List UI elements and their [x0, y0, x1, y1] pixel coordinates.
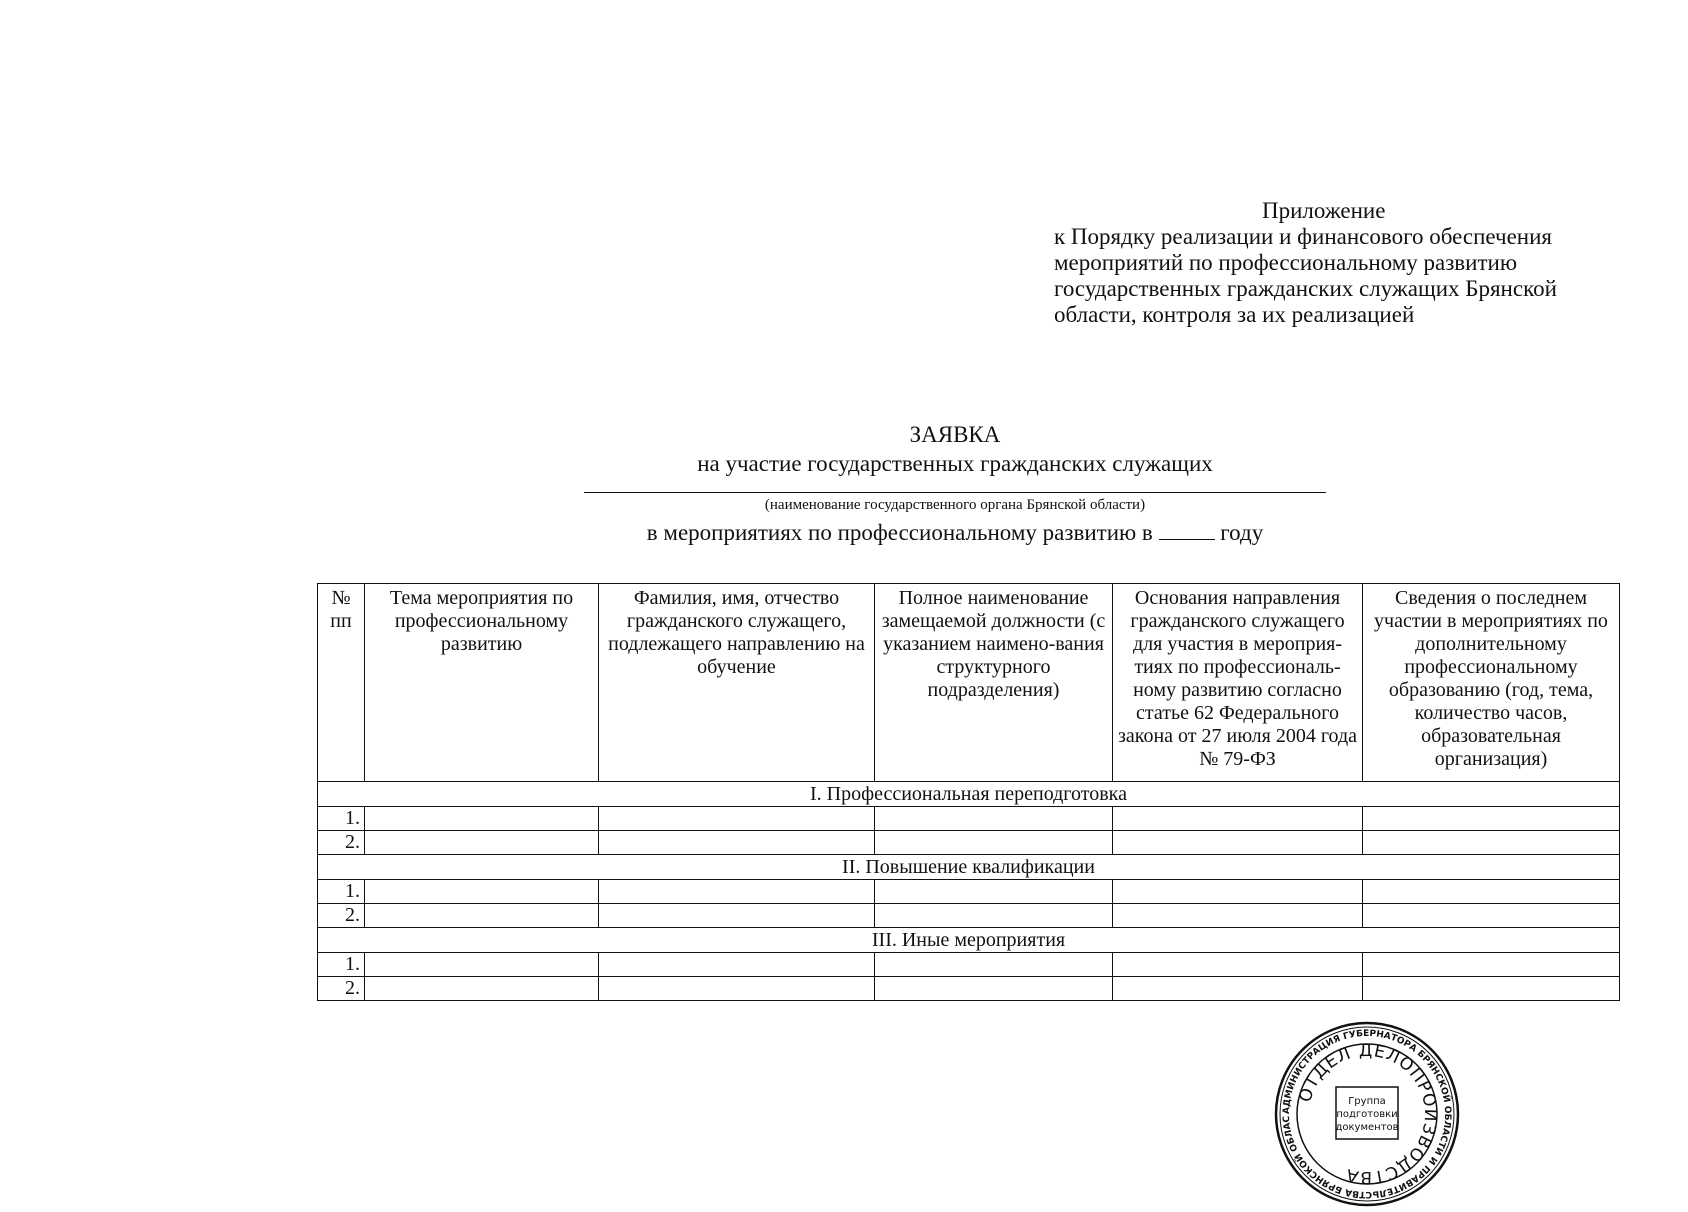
header-full-name: Фамилия, имя, отчество гражданского служащего, подлежащего направлению на обучение	[599, 584, 875, 782]
organ-name-caption: (наименование государственного органа Брянской области)	[764, 497, 1146, 513]
cell-last-participation[interactable]	[1363, 831, 1620, 855]
stamp-center-line: документов	[1335, 1122, 1399, 1133]
header-number: № пп	[318, 584, 365, 782]
cell-last-participation[interactable]	[1363, 953, 1620, 977]
cell-position[interactable]	[875, 807, 1113, 831]
appendix-heading: Приложение	[1262, 198, 1386, 223]
year-line-suffix: году	[1220, 520, 1264, 545]
document-title-block	[560, 420, 1350, 547]
section-row	[318, 855, 1620, 880]
row-number: 2.	[318, 977, 365, 1001]
cell-topic[interactable]	[365, 880, 599, 904]
row-number: 1.	[318, 953, 365, 977]
year-line	[560, 519, 1350, 547]
stamp-outer-text: АДМИНИСТРАЦИЯ ГУБЕРНАТОРА БРЯНСКОЙ ОБЛАСТИ И ПРАВИТЕЛЬСТВА БРЯНСКОЙ ОБЛАС	[1281, 1028, 1453, 1200]
cell-topic[interactable]	[365, 953, 599, 977]
stamp-center-line: подготовки	[1336, 1109, 1398, 1120]
cell-position[interactable]	[875, 880, 1113, 904]
appendix-line: мероприятий по профессиональному развитию	[1054, 250, 1518, 275]
appendix-line: области, контроля за их реализацией	[1054, 302, 1415, 327]
cell-full-name[interactable]	[599, 953, 875, 977]
cell-full-name[interactable]	[599, 807, 875, 831]
cell-last-participation[interactable]	[1363, 904, 1620, 928]
appendix-line: к Порядку реализации и финансового обеспечения	[1054, 224, 1552, 249]
section-title: III. Иные мероприятия	[318, 928, 1620, 953]
row-number: 2.	[318, 831, 365, 855]
cell-full-name[interactable]	[599, 880, 875, 904]
table-row	[318, 880, 1620, 904]
cell-last-participation[interactable]	[1363, 807, 1620, 831]
section-title: II. Повышение квалификации	[318, 855, 1620, 880]
cell-position[interactable]	[875, 953, 1113, 977]
cell-topic[interactable]	[365, 831, 599, 855]
table-row	[318, 831, 1620, 855]
organ-name-blank-line	[584, 492, 1326, 493]
section-row	[318, 928, 1620, 953]
cell-full-name[interactable]	[599, 831, 875, 855]
cell-grounds[interactable]	[1113, 880, 1363, 904]
table-row	[318, 977, 1620, 1001]
cell-topic[interactable]	[365, 807, 599, 831]
stamp-seal-icon	[1274, 1021, 1460, 1207]
table-row	[318, 807, 1620, 831]
document-title: ЗАЯВКА	[909, 422, 1001, 447]
cell-grounds[interactable]	[1113, 953, 1363, 977]
row-number: 1.	[318, 880, 365, 904]
row-number: 2.	[318, 904, 365, 928]
cell-grounds[interactable]	[1113, 831, 1363, 855]
row-number: 1.	[318, 807, 365, 831]
application-table	[317, 583, 1620, 1001]
cell-last-participation[interactable]	[1363, 977, 1620, 1001]
stamp-middle-text: ОТДЕЛ ДЕЛОПРОИЗВОДСТВА	[1295, 1040, 1441, 1188]
year-blank	[1159, 521, 1215, 540]
table-header-row	[318, 584, 1620, 782]
table-row	[318, 904, 1620, 928]
header-last-participation: Сведения о последнем участии в мероприятиях по дополнительному профессиональному образованию (год, тема, количество часов, образовательная организация)	[1363, 584, 1620, 782]
header-grounds: Основания направления гражданского служащего для участия в мероприя-тиях по профессиональ-ному развитию согласно статье 62 Федерального закона от 27 июля 2004 года № 79-ФЗ	[1113, 584, 1363, 782]
cell-position[interactable]	[875, 904, 1113, 928]
appendix-block	[1054, 198, 1654, 328]
cell-full-name[interactable]	[599, 977, 875, 1001]
section-title: I. Профессиональная переподготовка	[318, 782, 1620, 807]
year-line-prefix: в мероприятиях по профессиональному развитию в	[646, 520, 1153, 545]
official-stamp	[1274, 1021, 1460, 1207]
cell-position[interactable]	[875, 831, 1113, 855]
cell-grounds[interactable]	[1113, 977, 1363, 1001]
appendix-line: государственных гражданских служащих Брянской	[1054, 276, 1557, 301]
table-row	[318, 953, 1620, 977]
cell-position[interactable]	[875, 977, 1113, 1001]
cell-last-participation[interactable]	[1363, 880, 1620, 904]
stamp-center-line: Группа	[1348, 1096, 1386, 1107]
cell-topic[interactable]	[365, 904, 599, 928]
cell-grounds[interactable]	[1113, 807, 1363, 831]
section-row	[318, 782, 1620, 807]
header-position: Полное наименование замещаемой должности (с указанием наимено-вания структурного подразделения)	[875, 584, 1113, 782]
cell-topic[interactable]	[365, 977, 599, 1001]
document-subtitle: на участие государственных гражданских служащих	[697, 451, 1213, 476]
cell-grounds[interactable]	[1113, 904, 1363, 928]
header-topic: Тема мероприятия по профессиональному развитию	[365, 584, 599, 782]
cell-full-name[interactable]	[599, 904, 875, 928]
